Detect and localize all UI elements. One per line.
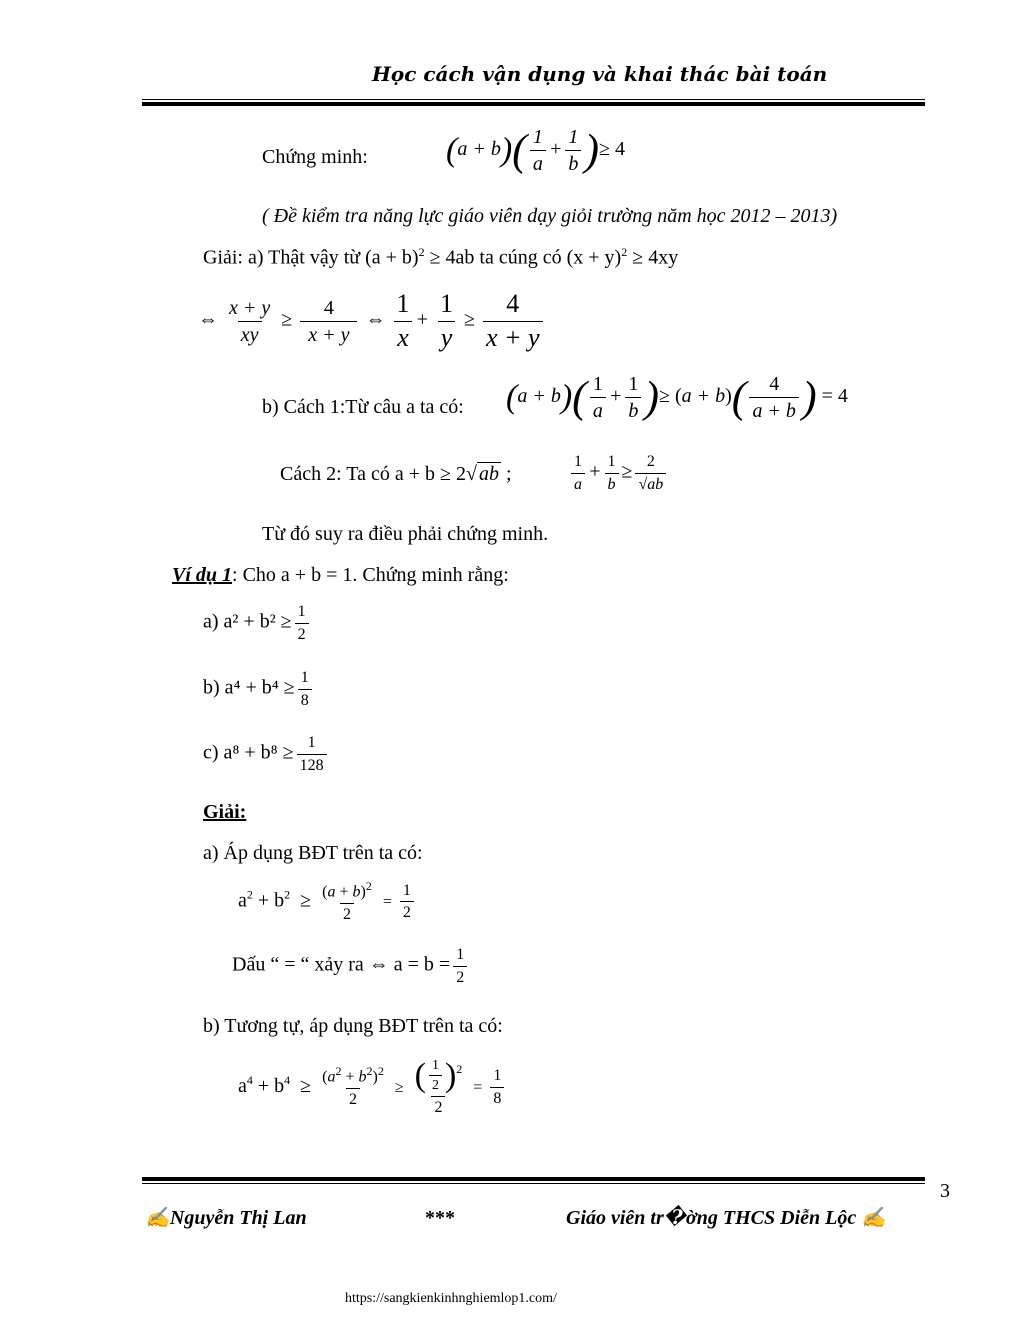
solution-part-a: a) Áp dụng BĐT trên ta có: <box>203 842 423 864</box>
footer-separator: *** <box>425 1207 455 1229</box>
part-a: a) a² + b² ≥ $\frac{1}{2}$ <box>203 603 312 643</box>
solution-a-end: ≥ 4xy <box>627 246 679 269</box>
method1-formula: (a + b)( $\frac{1}{a}$ + $\frac{1}{b}$ )≥ (a + b)( $\frac{4}{a + b}$ ) = 4 <box>506 372 848 422</box>
footer-author: ✍Nguyễn Thị Lan <box>145 1207 307 1229</box>
method2-line: Cách 2: Ta có a + b ≥ 2√ ab ; <box>280 463 512 485</box>
footer-url[interactable]: https://sangkienkinhnghiemlop1.com/ <box>345 1291 557 1306</box>
part-c: c) a⁸ + b⁸ ≥ $\frac{1}{128}$ <box>203 734 330 774</box>
example-line <box>172 564 509 587</box>
source-note: ( Đề kiểm tra năng lực giáo viên dạy giỏi trường năm học 2012 – 2013) <box>262 205 838 227</box>
example-label: Ví dụ 1 <box>172 564 233 586</box>
footer-rule-thick <box>142 1177 925 1181</box>
conclusion: Từ đó suy ra điều phải chứng minh. <box>262 523 549 545</box>
header-rule-thin <box>142 99 925 100</box>
solution-heading: Giải: <box>203 801 247 823</box>
prove-formula: (a + b)( $\frac{1}{a}$ + $\frac{1}{b}$ )≥ 4 <box>446 125 625 175</box>
method1-label: b) Cách 1:Từ câu a ta có: <box>262 396 464 418</box>
example-text: : Cho a + b = 1. Chứng minh rằng: <box>232 564 509 586</box>
solution-a-formula: $a^2 + b^2$ ≥ $\frac{(a + b)^2}{2}$ = $\frac{1}{2}$ <box>238 880 417 924</box>
prove-label: Chứng minh: <box>262 146 368 168</box>
method2-formula: $\frac{1}{a}$ + $\frac{1}{b}$ ≥ $\frac{2}{√ab}$ <box>568 453 669 493</box>
solution-a-start: Giải: a) Thật vậy từ (a + b) <box>203 246 419 269</box>
footer-school: Giáo viên tr�ờng THCS Diễn Lộc ✍ <box>566 1207 887 1229</box>
header-title: Học cách vận dụng và khai thác bài toán <box>372 62 828 86</box>
solution-a-line: Giải: a) Thật vậy từ $(a + b)^2 \ge 4ab$ ta cúng có $(x + y)^2 \ge 4xy$ <box>203 245 679 269</box>
page-number: 3 <box>940 1180 950 1202</box>
equivalence-formula: ⇔ $\frac{x + y}{xy}$ ≥ $\frac{4}{x + y}$ ⇔ $\frac{1}{x}$ + $\frac{1}{y}$ ≥ $\frac{4}{x + y}$ <box>198 290 546 352</box>
solution-a-mid: ≥ 4ab ta cúng có (x + y) <box>424 246 622 269</box>
equality-line: Dấu “ = “ xảy ra ⇔ a = b = $\frac{1}{2}$ <box>232 946 470 986</box>
solution-b-formula: $a^4 + b^4$ ≥ $\frac{(a^2 + b^2)^2}{2}$ ≥ ( $\frac{1}{2}$ )$^2$ 2 = $\frac{1}{8}$ <box>238 1058 507 1116</box>
method2-label: Cách 2: Ta có a + b ≥ 2 <box>280 463 466 485</box>
part-b: b) a⁴ + b⁴ ≥ $\frac{1}{8}$ <box>203 669 315 709</box>
solution-part-b: b) Tương tự, áp dụng BĐT trên ta có: <box>203 1015 503 1037</box>
header-rule-thick <box>142 102 925 106</box>
footer-rule-thin <box>142 1183 925 1184</box>
